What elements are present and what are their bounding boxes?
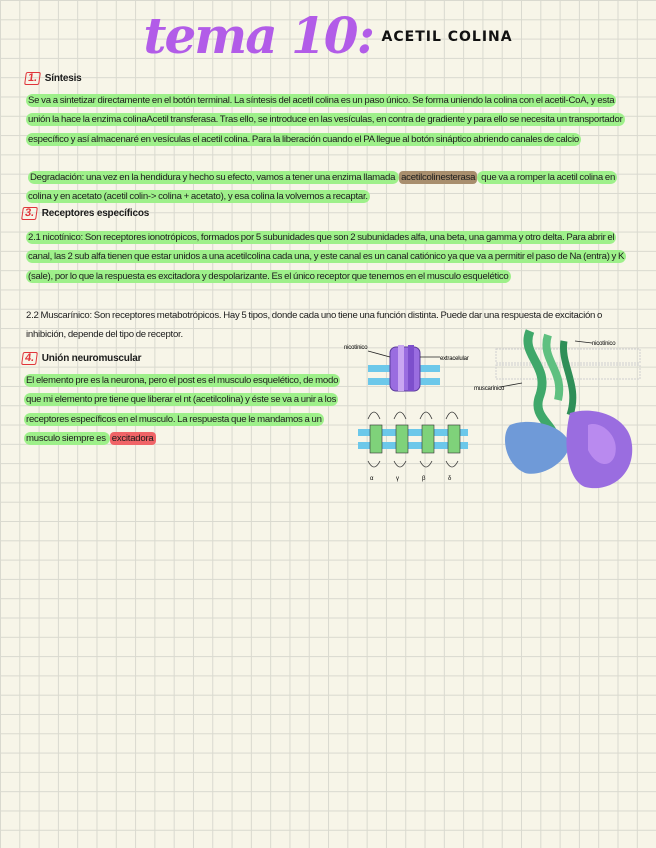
- section-number: 1.: [24, 72, 41, 85]
- sintesis-text: Se va a sintetizar directamente en el botón terminal. La síntesis del acetil colina es un paso único. Se forma uniendo la colina con el acetil-CoA, y esta unión la hace la enzima colinaAcetil transferasa. Tras ello, se introduce en las vesículas, en contra de gradiente y para ello se necesita un transportador específico y así almacenaré en vesículas el acetil colina. Para la liberación cuando el PA llegue al botón sináptico abriendo canales de calcio: [28, 95, 623, 145]
- section-number: 3.: [21, 207, 38, 220]
- label-nicotinic-right: nicotínico: [592, 341, 616, 347]
- label-extracellular: extracelular: [440, 356, 469, 362]
- protein-blue-domain: [505, 422, 570, 474]
- muscarinico-text: 2.2 Muscarínico: Son receptores metabotrópicos. Hay 5 tipos, donde cada uno tiene una función distinta. Puede dar una respuesta de excitación o inhibición, depende del tipo de receptor.: [26, 310, 603, 341]
- subunit-alpha: α: [370, 476, 374, 482]
- label-nicotinic: nicotínico: [344, 345, 368, 351]
- page-title: [0, 6, 656, 65]
- union-text: El elemento pre es la neurona, pero el post es el musculo esquelético, de modo que mi elemento pre tiene que liberar el nt (acetilcolina) y éste se va a unir a los receptores específicos en el musculo. La respuesta que le mandamos a un musculo siempre es: [26, 375, 339, 444]
- label-muscarinic: muscarínico: [474, 386, 505, 392]
- nicotinico-paragraph: [26, 228, 630, 286]
- title-colon: :: [356, 6, 374, 65]
- subunit-delta: δ: [448, 476, 452, 482]
- title-main: tema 10: [143, 6, 357, 65]
- degradacion-text-end: que va a romper la acetil colina en colina y en acetato (acetil colin-> colina + acetato), y esa colina la volvemos a recaptar.: [28, 172, 616, 203]
- nicotinic-receptor-figure: [368, 345, 440, 391]
- degradacion-text-start: Degradación: una vez en la hendidura y hecho su efecto, vamos a tener una enzima llamada: [30, 172, 398, 183]
- section-heading-label: Unión neuromuscular: [41, 353, 142, 364]
- receptor-diagram: [340, 335, 480, 485]
- enzyme-name: acetilcolinesterasa: [401, 172, 476, 183]
- section-heading-label: Receptores específicos: [41, 208, 150, 219]
- section-heading-union: [22, 352, 141, 365]
- excitadora-word: excitadora: [111, 432, 154, 444]
- section-heading-label: Síntesis: [44, 73, 82, 84]
- muscarinic-receptor-figure: [358, 412, 468, 467]
- section-heading-sintesis: [25, 72, 82, 85]
- section-heading-receptores: [22, 207, 149, 220]
- nicotinico-text: 2.1 nicotínico: Son receptores ionotrópicos, formados por 5 subunidades que son 2 subunidades alfa, una beta, una gamma y otro delta. Para abrir el canal, las 2 sub alfa tienen que estar unidos a una acetilcolina cada una, y este canal es un canal catiónico ya que va a permitir el paso de Na (entra) y K (sale), por lo que la respuesta es excitadora y despolarizante. Es el único receptor que tenemos en el musculo esquelético: [28, 232, 625, 282]
- section-number: 4.: [21, 352, 38, 365]
- degradacion-paragraph: [26, 168, 630, 207]
- sintesis-paragraph: [26, 91, 630, 149]
- subunit-beta: β: [422, 476, 426, 482]
- title-subtitle: ACETIL COLINA: [381, 29, 513, 45]
- union-paragraph: [24, 371, 346, 448]
- subunit-gamma: γ: [396, 476, 399, 482]
- receptor-structure-image: [470, 325, 650, 505]
